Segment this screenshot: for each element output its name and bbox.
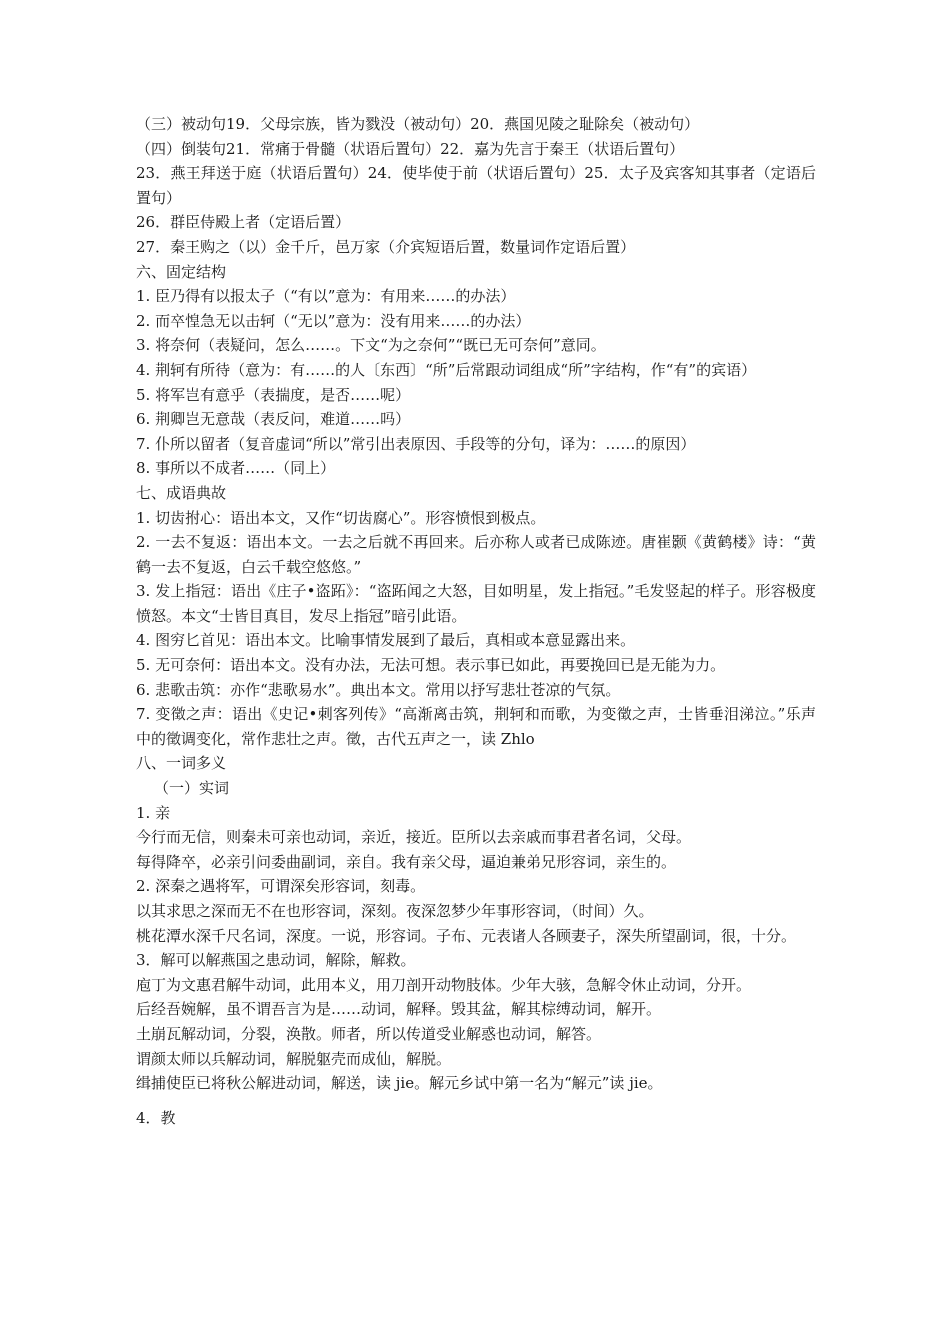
word-heading-qin: 1. 亲: [136, 803, 171, 822]
example-line: 庖丁为文惠君解牛动词，此用本义，用刀剖开动物肢体。少年大骇，急解令休止动词，分开。: [136, 975, 752, 994]
example-line: 后经吾婉解，虽不谓吾言为是……动词，解释。毁其盆，解其棕缚动词，解开。: [136, 1000, 662, 1019]
passive-sentence-line: （三）被动句19．父母宗族，皆为戮没（被动句）20．燕国见陵之耻除矣（被动句）: [136, 115, 700, 133]
inverted-sentence-line: （四）倒装句21．常痛于骨髓（状语后置句）22．嘉为先言于秦王（状语后置句）: [136, 139, 685, 158]
list-item: 4. 图穷匕首见：语出本文。比喻事情发展到了最后，真相或本意显露出来。: [136, 631, 636, 650]
list-item: 6. 荆卿岂无意哉（表反问，难道……吗）: [136, 410, 411, 429]
example-line: 以其求思之深而无不在也形容词，深刻。夜深忽梦少年事形容词，（时间）久。: [136, 902, 654, 920]
list-item: 2. 而卒惶急无以击轲（“无以”意为：没有用来……的办法）: [136, 311, 531, 330]
attributive-postposition-line: 26．群臣侍殿上者（定语后置）: [136, 213, 351, 232]
list-item: 1. 臣乃得有以报太子（“有以”意为：有用来……的办法）: [136, 287, 516, 306]
example-line: 桃花潭水深千尺名词，深度。一说，形容词。子布、元表诸人各顾妻子，深失所望副词，很，十分。: [136, 926, 797, 945]
example-line: 今行而无信，则秦未可亲也动词，亲近，接近。臣所以去亲戚而事君者名词，父母。: [136, 828, 692, 847]
example-line: 土崩瓦解动词，分裂，涣散。师者，所以传道受业解惑也动词，解答。: [136, 1024, 602, 1043]
section-heading-polysemy: 八、一词多义: [136, 754, 227, 773]
document-page: [136, 112, 816, 1130]
list-item: 3. 发上指冠：语出《庄子•盗跖》：“盗跖闻之大怒，目如明星，发上指冠。”毛发竖起的样子。形容极度愤怒。本文“士皆目真目，发尽上指冠”暗引此语。: [136, 582, 816, 625]
list-item: 6. 悲歌击筑：亦作“悲歌易水”。典出本文。常用以抒写悲壮苍凉的气氛。: [136, 680, 621, 699]
word-heading-jie: 3．解可以解燕国之患动词，解除，解救。: [136, 951, 416, 970]
example-line: 谓颜太师以兵解动词，解脱躯壳而成仙，解脱。: [136, 1049, 452, 1068]
list-item: 8. 事所以不成者……（同上）: [136, 459, 336, 478]
list-item: 7. 仆所以留者（复音虚词“所以”常引出表原因、手段等的分句，译为：……的原因）: [136, 434, 696, 453]
section-heading-idioms: 七、成语典故: [136, 483, 227, 502]
list-item: 1. 切齿拊心：语出本文，又作“切齿腐心”。形容愤恨到极点。: [136, 508, 546, 527]
list-item: 5. 将军岂有意乎（表揣度，是否……呢）: [136, 385, 411, 404]
list-item: 5. 无可奈何：语出本文。没有办法，无法可想。表示事已如此，再要挽回已是无能为力。: [136, 656, 726, 675]
subsection-heading-content-words: （一）实词: [154, 779, 230, 798]
word-heading-shen: 2. 深秦之遇将军，可谓深矣形容词，刻毒。: [136, 877, 426, 896]
example-line: 缉捕使臣已将秋公解进动词，解送，读 jie。解元乡试中第一名为“解元”读 jie。: [136, 1074, 663, 1093]
prepositional-phrase-line: 27．秦王购之（以）金千斤，邑万家（介宾短语后置，数量词作定语后置）: [136, 237, 636, 256]
list-item: 3. 将奈何（表疑问，怎么……。下文“为之奈何”“既已无可奈何”意同。: [136, 336, 606, 355]
list-item: 7. 变徵之声：语出《史记•刺客列传》“高渐离击筑，荆轲和而歌，为变徵之声，士皆垂泪涕泣。”乐声中的徵调变化，常作悲壮之声。徵，古代五声之一，读 Zhlo: [136, 705, 816, 748]
list-item: 2. 一去不复返：语出本文。一去之后就不再回来。后亦称人或者已成陈迹。唐崔颢《黄鹤楼》诗：“黄鹤一去不复返，白云千载空悠悠。”: [136, 533, 816, 576]
section-heading-fixed-structures: 六、固定结构: [136, 262, 227, 281]
word-heading-jiao: 4．教: [136, 1108, 176, 1127]
adverbial-postposition-line: 23．燕王拜送于庭（状语后置句）24．使毕使于前（状语后置句）25．太子及宾客知其事者（定语后置句）: [136, 164, 816, 207]
example-line: 每得降卒，必亲引问委曲副词，亲自。我有亲父母，逼迫兼弟兄形容词，亲生的。: [136, 852, 677, 871]
list-item: 4. 荆轲有所待（意为：有……的人〔东西〕“所”后常跟动词组成“所”字结构，作“有”的宾语）: [136, 360, 757, 379]
